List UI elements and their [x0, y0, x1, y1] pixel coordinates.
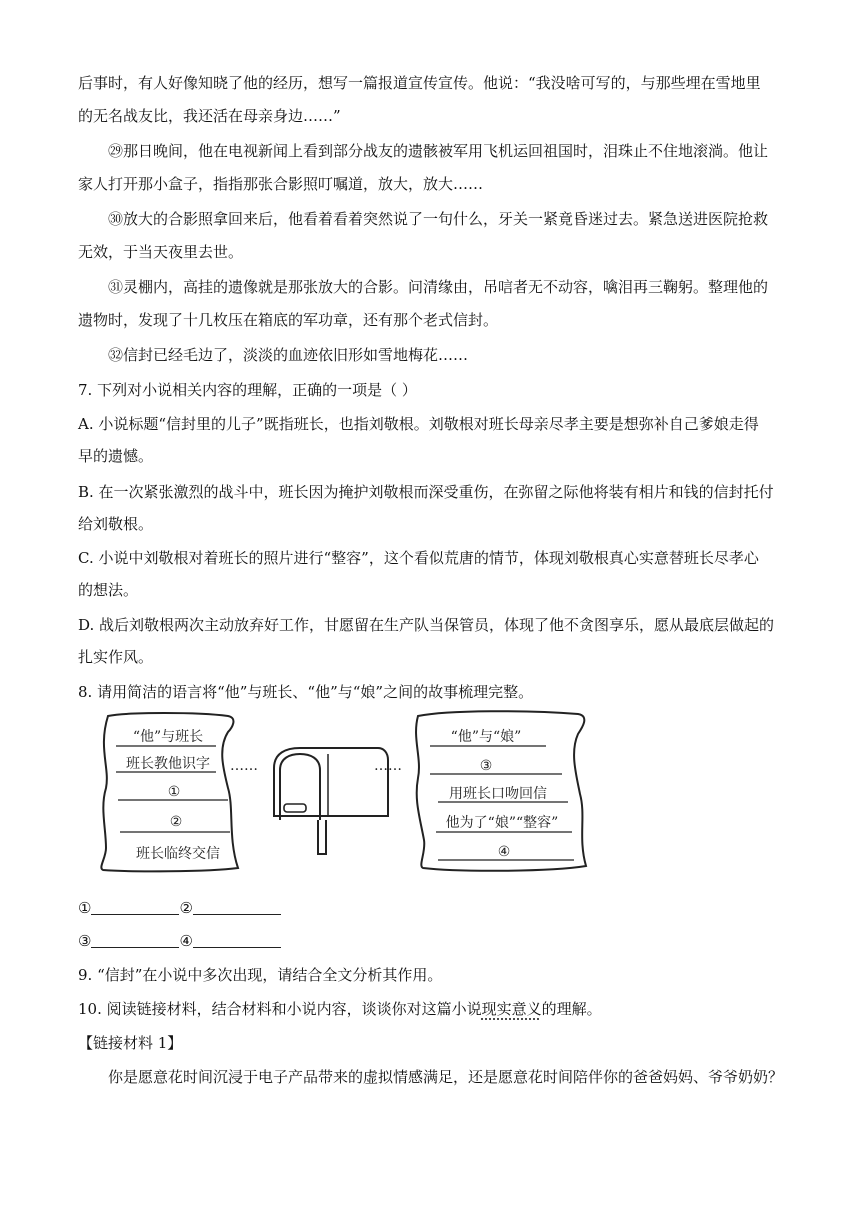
right-scroll-title: “他”与“娘” — [450, 729, 522, 745]
left-scroll-item: 班长临终交信 — [136, 846, 220, 862]
right-scroll-blank-3: ③ — [479, 758, 493, 774]
left-scroll-blank-2: ② — [169, 814, 183, 830]
emphasis-text: 现实意义 — [481, 1000, 542, 1018]
mailbox-icon — [274, 748, 388, 854]
option-c: C. 小说中刘敬根对着班长的照片进行“整容”，这个看似荒唐的情节，体现刘敬根真心实意替班长尽孝心 — [78, 549, 759, 567]
ellipsis: …… — [374, 758, 402, 774]
question-10-text: 10. 阅读链接材料，结合材料和小说内容，谈谈你对这篇小说 — [78, 1000, 482, 1018]
passage-line: 的无名战友比，我还活在母亲身边……” — [78, 107, 341, 125]
answer-blank-2[interactable] — [193, 900, 281, 915]
option-d: D. 战后刘敬根两次主动放弃好工作，甘愿留在生产队当保管员，体现了他不贪图享乐，愿从最底层做起的 — [78, 616, 775, 634]
ellipsis: …… — [230, 758, 258, 774]
answer-label-3: ③ — [78, 932, 92, 950]
paragraph-29: ㉙那日晚间，他在电视新闻上看到部分战友的遗骸被军用飞机运回祖国时，泪珠止不住地滚淌。他让 — [108, 142, 769, 160]
left-scroll-title: “他”与班长 — [132, 729, 204, 745]
paragraph-31: ㉛灵棚内，高挂的遗像就是那张放大的合影。问清缘由，吊唁者无不动容，噙泪再三鞠躬。整理他的 — [108, 278, 769, 296]
paragraph-30-cont: 无效，于当天夜里去世。 — [78, 243, 244, 261]
paragraph-29-cont: 家人打开那小盒子，指指那张合影照叮嘱道，放大，放大…… — [78, 175, 484, 193]
question-7-stem: 7. 下列对小说相关内容的理解，正确的一项是（ ） — [78, 381, 417, 399]
story-diagram — [78, 708, 598, 883]
question-10-stem — [78, 998, 602, 1020]
left-scroll-blank-1: ① — [167, 784, 181, 800]
passage-line: 后事时，有人好像知晓了他的经历，想写一篇报道宣传宣传。他说：“我没啥可写的，与那些埋在雪地里 — [78, 74, 761, 92]
answer-label-4: ④ — [179, 932, 193, 950]
left-scroll — [101, 713, 238, 871]
option-b: B. 在一次紧张激烈的战斗中，班长因为掩护刘敬根而深受重伤，在弥留之际他将装有相片和钱的信封托付 — [78, 483, 774, 501]
answer-line-2 — [78, 930, 281, 952]
option-a-cont: 早的遗憾。 — [78, 447, 154, 465]
answer-line-1 — [78, 897, 281, 919]
option-c-cont: 的想法。 — [78, 581, 139, 599]
paragraph-30: ㉚放大的合影照拿回来后，他看着看着突然说了一句什么，牙关一紧竟昏迷过去。紧急送进医院抢救 — [108, 210, 769, 228]
question-10-text-end: 的理解。 — [541, 1000, 602, 1018]
right-scroll-item: 他为了“娘”“整容” — [445, 815, 559, 831]
question-9-stem: 9. “信封”在小说中多次出现，请结合全文分析其作用。 — [78, 966, 443, 984]
paragraph-31-cont: 遗物时，发现了十几枚压在箱底的军功章，还有那个老式信封。 — [78, 311, 499, 329]
answer-blank-3[interactable] — [91, 933, 179, 948]
material-text: 你是愿意花时间沉浸于电子产品带来的虚拟情感满足，还是愿意花时间陪伴你的爸爸妈妈、爷爷奶奶？ — [108, 1068, 784, 1086]
answer-label-2: ② — [179, 899, 193, 917]
answer-label-1: ① — [78, 899, 92, 917]
right-scroll-item: 用班长口吻回信 — [449, 786, 547, 802]
left-scroll-item: 班长教他识字 — [126, 756, 210, 772]
material-heading: 【链接材料 1】 — [78, 1034, 183, 1052]
answer-blank-4[interactable] — [193, 933, 281, 948]
paragraph-32: ㉜信封已经毛边了，淡淡的血迹依旧形如雪地梅花…… — [108, 346, 469, 364]
option-b-cont: 给刘敬根。 — [78, 515, 154, 533]
right-scroll — [416, 711, 586, 871]
option-d-cont: 扎实作风。 — [78, 648, 154, 666]
question-8-stem: 8. 请用简洁的语言将“他”与班长、“他”与“娘”之间的故事梳理完整。 — [78, 683, 534, 701]
answer-blank-1[interactable] — [91, 900, 179, 915]
right-scroll-blank-4: ④ — [497, 844, 511, 860]
option-a: A. 小说标题“信封里的儿子”既指班长，也指刘敬根。刘敬根对班长母亲尽孝主要是想弥补自己爹娘走得 — [78, 415, 759, 433]
